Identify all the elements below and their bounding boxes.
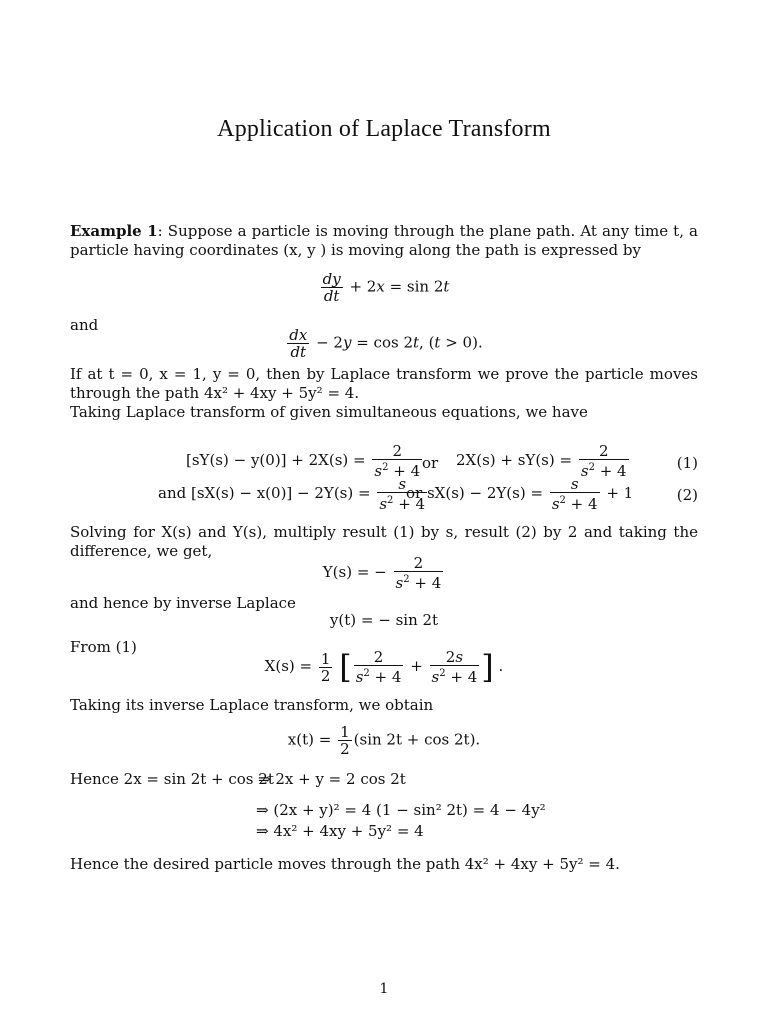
solving-paragraph: Solving for X(s) and Y(s), multiply result (1) by s, result (2) by 2 and taking the difference, we get, [70,523,698,560]
path-expression: 4x² + 4xy + 5y² = 4. [203,384,360,402]
taking-laplace-text: Taking Laplace transform of given simultaneous equations, we have [70,403,588,421]
equation-xt: x(t) = $\frac{1}{2}$ (sin 2t + cos 2t). [287,723,481,758]
inverse-laplace-text: and hence by inverse Laplace [70,594,296,612]
equation-2-left: and [sX(s) − x(0)] − 2Y(s) = $\frac{s}{s^2 + 4}$ [158,475,426,513]
example-intro-text: : Suppose a particle is moving through the plane path. At any time t, a particle having coordinates (x, y ) is moving along the path is expressed by [70,222,698,259]
equation-dy-dt: $\frac{dy}{dt}$ + 2x = sin 2t [322,270,450,305]
example-intro [70,222,698,260]
derivation-step-2: ⇒ (2x + y)² = 4 (1 − sin² 2t) = 4 − 4y² [256,801,546,819]
equation-2-right: or sX(s) − 2Y(s) = $\frac{s}{s^2 + 4}$ + 1 [406,475,634,513]
derivation-step-3: ⇒ 4x² + 4xy + 5y² = 4 [256,822,424,840]
equation-Ys: Y(s) = − $\frac{2}{s^2 + 4}$ [322,554,442,592]
condition-paragraph [70,365,698,403]
hence-line-b: ⇒ 2x + y = 2 cos 2t [258,770,406,788]
condition-text: If at t = 0, x = 1, y = 0, then by Laplace transform we prove the particle moves through the path [70,365,698,402]
hence-line-a: Hence 2x = sin 2t + cos 2t [70,770,274,788]
inverse-laplace-text-2: Taking its inverse Laplace transform, we obtain [70,696,434,714]
page-title: Application of Laplace Transform [217,116,551,142]
page-number: 1 [379,981,389,997]
equation-Xs: X(s) = $\frac{1}{2}$ [ $\frac{2}{s^2 + 4}$ + $\frac{2s}{s^2 + 4}$ ] . [264,648,504,686]
or-word-1: or [422,454,439,472]
from-1-text: From (1) [70,638,137,656]
equation-2-number: (2) [676,486,698,504]
conclusion-text: Hence the desired particle moves through the path 4x² + 4xy + 5y² = 4. [70,855,620,873]
equation-1-number: (1) [676,454,698,472]
equation-dx-dt: $\frac{dx}{dt}$ − 2y = cos 2t, (t > 0). [289,326,483,361]
example-label: Example 1 [70,222,158,240]
and-word: and [70,316,99,334]
equation-1-left: [sY(s) − y(0)] + 2X(s) = $\frac{2}{s^2 + 4}$ [186,442,421,480]
equation-1-right: 2X(s) + sY(s) = $\frac{2}{s^2 + 4}$ [456,442,627,480]
equation-yt: y(t) = − sin 2t [329,611,439,629]
